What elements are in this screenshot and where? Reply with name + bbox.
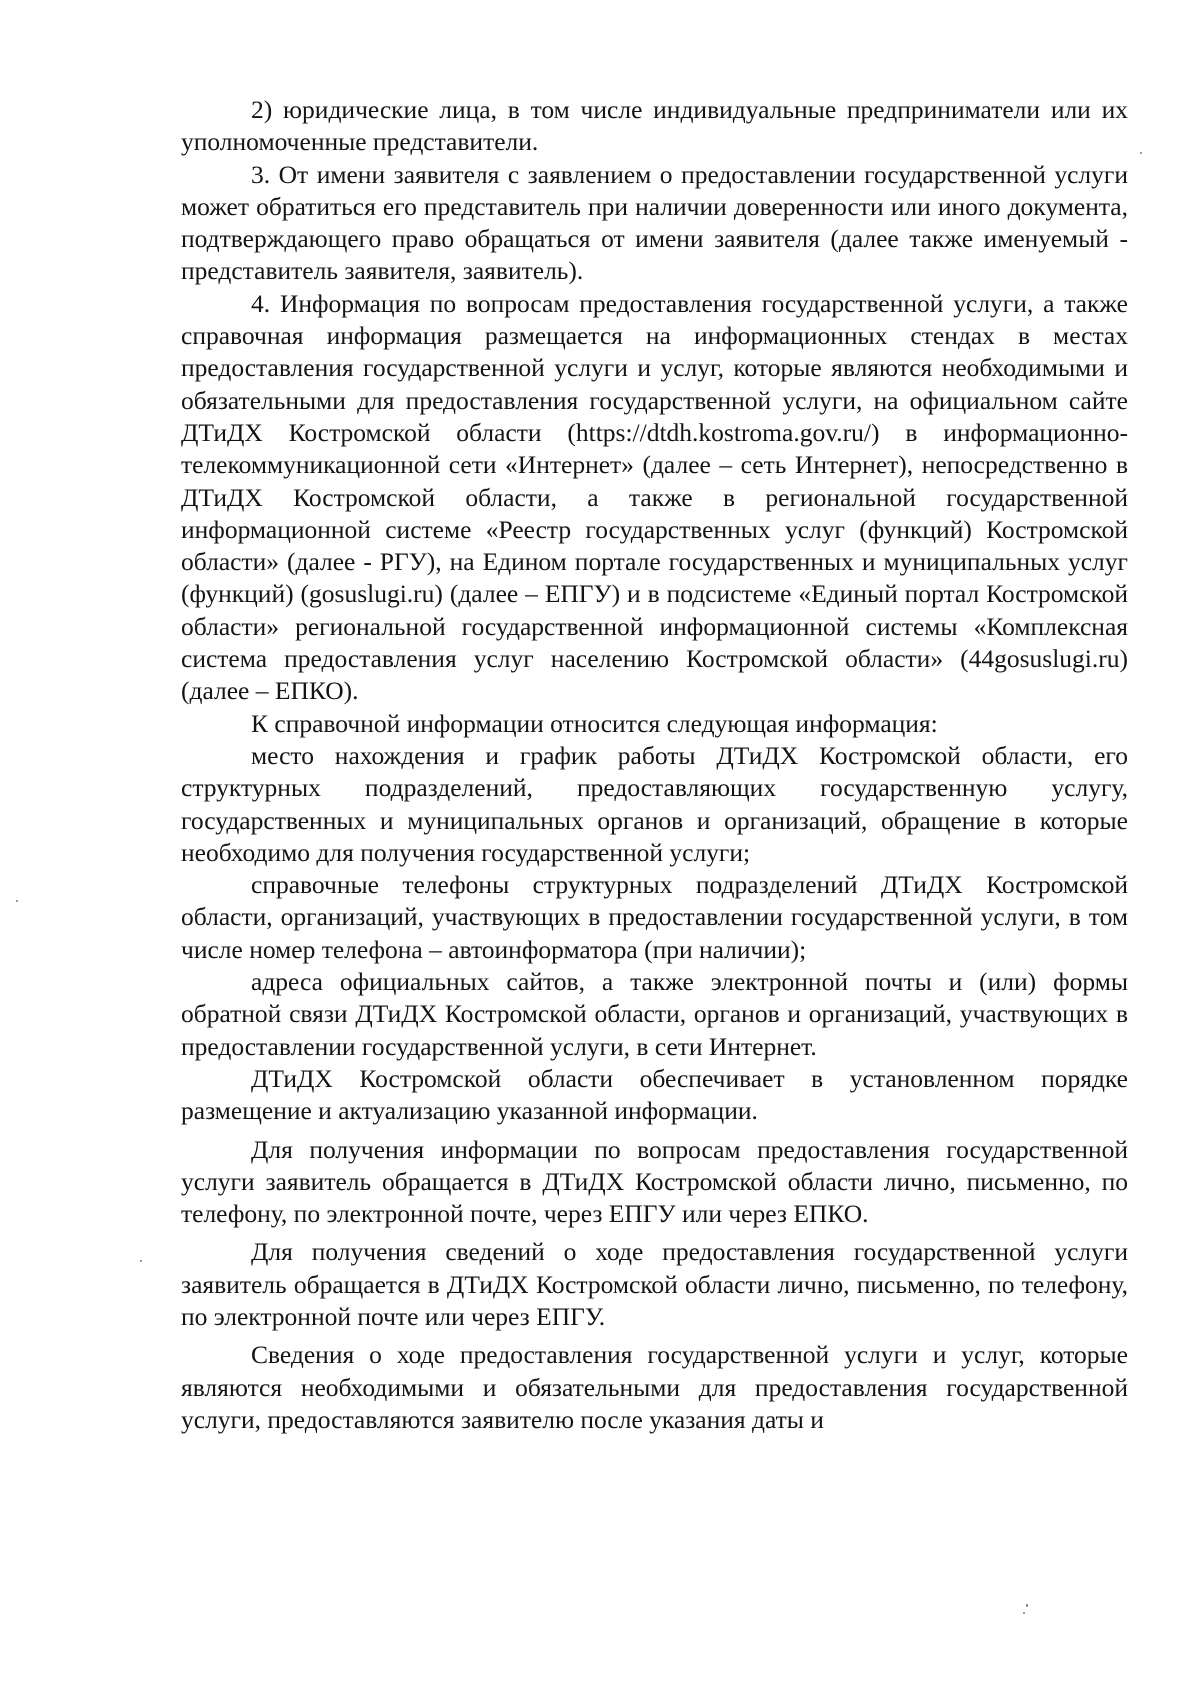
- scan-speck: [1026, 1604, 1028, 1607]
- scan-speck: [1023, 1612, 1025, 1614]
- paragraph-progress-info: Для получения сведений о ходе предоставления государственной услуги заявитель обращается в ДТиДХ Костромской области лично, письменно, по телефону, по электронной почте или через ЕПГУ.: [181, 1237, 1128, 1331]
- paragraph-websites: адреса официальных сайтов, а также электронной почты и (или) формы обратной связи ДТиДХ Костромской области, органов и организаций, участвующих в предоставлении государственной услуги, в сети Интернет.: [181, 967, 1128, 1061]
- paragraph-legal-entities: 2) юридические лица, в том числе индивидуальные предприниматели или их уполномоченные представители.: [181, 95, 1128, 157]
- paragraph-info-update: ДТиДХ Костромской области обеспечивает в установленном порядке размещение и актуализацию указанной информации.: [181, 1063, 1128, 1126]
- paragraph-progress-details: Сведения о ходе предоставления государственной услуги и услуг, которые являются необходимыми и обязательными для предоставления государственной услуги, предоставляются заявителю после указания даты и: [181, 1340, 1128, 1434]
- paragraph-reference-info-intro: К справочной информации относится следующая информация:: [251, 708, 938, 738]
- paragraph-location-schedule: место нахождения и график работы ДТиДХ Костромской области, его структурных подразделений, предоставляющих государственную услугу, государственных и муниципальных органов и организаций, обращение в которые необходимо для получения государственной услуги;: [181, 740, 1128, 867]
- paragraph-how-to-get-info: Для получения информации по вопросам предоставления государственной услуги заявитель обращается в ДТиДХ Костромской области лично, письменно, по телефону, по электронной почте, через ЕПГУ или через ЕПКО.: [181, 1134, 1128, 1229]
- scan-speck: [16, 900, 18, 902]
- paragraph-item-3: 3. От имени заявителя с заявлением о предоставлении государственной услуги может обратиться его представитель при наличии доверенности или иного документа, подтверждающего право обращаться от имени заявителя (далее также именуемый - представитель заявителя, заявитель).: [181, 159, 1128, 286]
- scan-speck: [1140, 152, 1142, 154]
- scan-speck: [140, 1260, 142, 1262]
- document-body: [181, 94, 1128, 1436]
- paragraph-item-4: 4. Информация по вопросам предоставления государственной услуги, а также справочная информация размещается на информационных стендах в местах предоставления государственной услуги и услуг, которые являются необходимыми и обязательными для предоставления государственной услуги, на официальном сайте ДТиДХ Костромской области (https://dtdh.kostroma.gov.ru/) в информационно-телекоммуникационной сети «Интернет» (далее – сеть Интернет), непосредственно в ДТиДХ Костромской области, а также в региональной государственной информационной системе «Реестр государственных услуг (функций) Костромской области» (далее - РГУ), на Едином портале государственных и муниципальных услуг (функций) (gosuslugi.ru) (далее – ЕПГУ) и в подсистеме «Единый портал Костромской области» региональной государственной информационной системы «Комплексная система предоставления услуг населению Костромской области» (44gosuslugi.ru) (далее – ЕПКО).: [181, 288, 1128, 706]
- paragraph-phones: справочные телефоны структурных подразделений ДТиДХ Костромской области, организаций, участвующих в предоставлении государственной услуги, в том числе номер телефона – автоинформатора (при наличии);: [181, 870, 1128, 964]
